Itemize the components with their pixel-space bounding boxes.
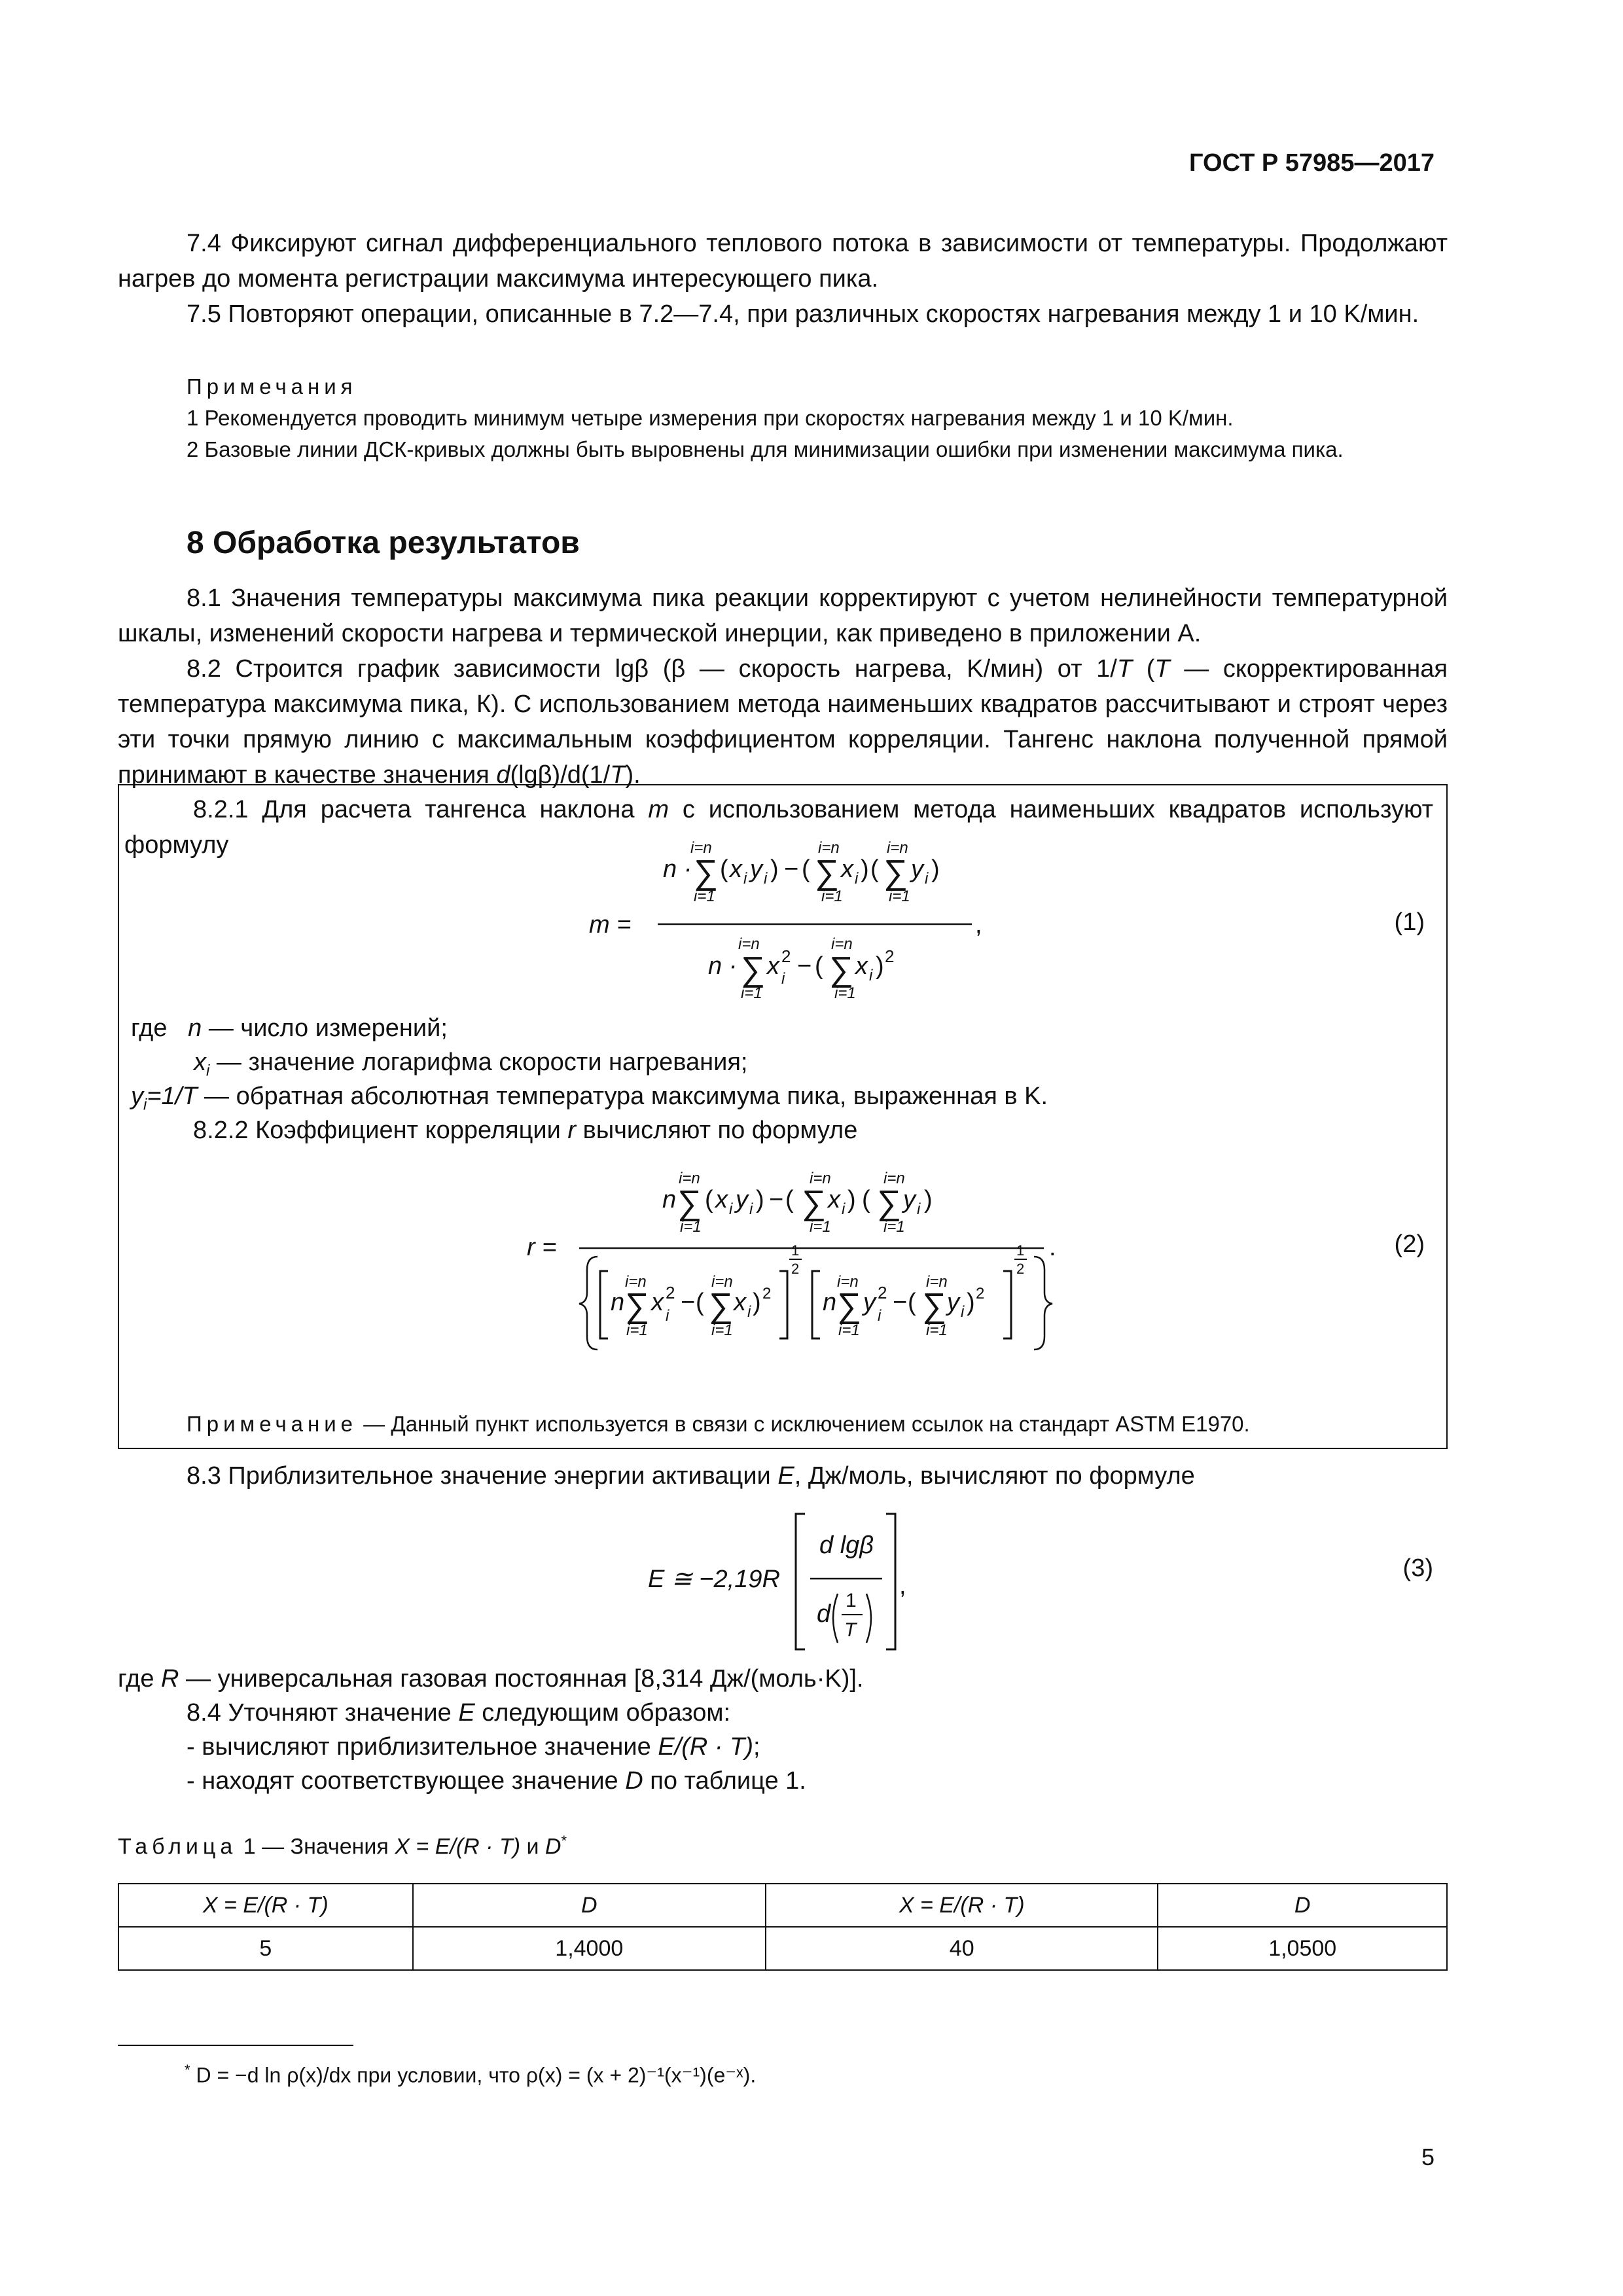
svg-text:i=n: i=n xyxy=(738,935,760,953)
svg-text:2: 2 xyxy=(1016,1261,1025,1277)
paragraph-8-4: 8.4 Уточняют значение E следующим образом: xyxy=(187,1699,731,1727)
svg-text:i=1: i=1 xyxy=(889,888,910,905)
svg-text:): ) xyxy=(770,855,779,883)
svg-text:(: ( xyxy=(870,855,879,883)
formula-activation-energy xyxy=(648,1502,923,1659)
svg-text:i: i xyxy=(855,870,859,888)
svg-text:i: i xyxy=(764,870,768,888)
svg-text:): ) xyxy=(967,1289,975,1316)
svg-text:∑: ∑ xyxy=(815,853,840,891)
list-item-1: - вычисляют приблизительное значение E/(R · T); xyxy=(187,1733,760,1761)
footnote: * D = −d ln ρ(x)/dx при условии, что ρ(x) = (x + 2)⁻¹(x⁻¹)(e⁻ˣ). xyxy=(185,2062,757,2087)
where-n: где n — число измерений; xyxy=(131,1014,448,1042)
svg-text:x: x xyxy=(841,855,853,883)
svg-text:(: ( xyxy=(862,1186,870,1213)
svg-text:i=1: i=1 xyxy=(834,984,856,1002)
svg-text:i=n: i=n xyxy=(883,1170,905,1187)
svg-text:i=1: i=1 xyxy=(821,888,843,905)
svg-text:(: ( xyxy=(908,1289,916,1316)
svg-text:i: i xyxy=(747,1303,751,1321)
svg-text:i=1: i=1 xyxy=(680,1218,702,1236)
svg-text:,: , xyxy=(975,911,982,939)
svg-text:x: x xyxy=(855,952,868,980)
svg-text:x: x xyxy=(767,952,779,980)
paragraph-8-2-1: 8.2.1 Для расчета тангенса наклона m с использованием метода наименьших квадратов используют формулу xyxy=(124,796,1434,859)
svg-text:i=n: i=n xyxy=(926,1273,948,1291)
header-x-2: X = E/(R · T) xyxy=(766,1884,1158,1927)
svg-text:T: T xyxy=(844,1619,857,1641)
svg-text:1: 1 xyxy=(846,1590,857,1611)
svg-text:x: x xyxy=(734,1289,746,1316)
svg-text:−: − xyxy=(797,952,812,980)
svg-text:x: x xyxy=(651,1289,664,1316)
svg-text:2: 2 xyxy=(666,1283,675,1302)
svg-text:y: y xyxy=(736,1186,748,1213)
svg-text:i: i xyxy=(878,1307,882,1325)
footnote-rule xyxy=(118,2045,353,2046)
svg-text:n ·: n · xyxy=(708,952,738,980)
paragraph-8-2: 8.2 Строится график зависимости lgβ (β — скорость нагрева, K/мин) от 1/T (T — скорректированная температура максимума пика, К). С использованием метода наименьших квадратов рассчитывают и строят через эти точки прямую линию с максимальным коэффициентом корреляции. Тангенс наклона полученной прямой принимают в качестве значения d(lgβ)/d(1/T). xyxy=(118,655,1448,789)
table-header-row xyxy=(118,1884,1447,1927)
formula-m-lhs: m = xyxy=(589,911,632,939)
paragraph-8-2-2: 8.2.2 Коэффициент корреляции r вычисляют по формуле xyxy=(193,1117,858,1144)
svg-text:i: i xyxy=(729,1200,733,1218)
formula-correlation-r xyxy=(527,1158,1077,1368)
note-2: 2 Базовые линии ДСК-кривых должны быть выровнены для минимизации ошибки при изменении максимума пика. xyxy=(187,437,1344,461)
svg-text:−: − xyxy=(681,1289,696,1316)
svg-text:i: i xyxy=(781,970,785,988)
where-y: $y_i=1/T$ — обратная абсолютная температура максимума пика, выраженная в K. xyxy=(131,1083,1048,1114)
equation-number-2: (2) xyxy=(1394,1230,1425,1258)
svg-text:i: i xyxy=(961,1303,965,1321)
svg-text:∑: ∑ xyxy=(829,950,854,988)
section-title: 8 Обработка результатов xyxy=(187,526,580,560)
svg-text:d lgβ: d lgβ xyxy=(819,1532,874,1559)
svg-text:1: 1 xyxy=(1016,1242,1025,1259)
svg-text:−: − xyxy=(769,1186,784,1213)
equation-number-3: (3) xyxy=(1402,1554,1433,1582)
svg-text:i: i xyxy=(743,870,747,888)
svg-text:i=1: i=1 xyxy=(694,888,715,905)
svg-text:2: 2 xyxy=(781,946,791,966)
svg-text:i=n: i=n xyxy=(690,841,712,857)
svg-text:E ≅ −2,19R: E ≅ −2,19R xyxy=(648,1566,780,1593)
svg-text:i=n: i=n xyxy=(625,1273,647,1291)
svg-text:∑: ∑ xyxy=(741,950,766,988)
svg-text:−: − xyxy=(893,1289,908,1316)
svg-text:(: ( xyxy=(785,1186,794,1213)
svg-text:(: ( xyxy=(696,1289,704,1316)
svg-text:(: ( xyxy=(815,952,823,980)
page-number: 5 xyxy=(1421,2144,1435,2170)
paragraph-8-3: 8.3 Приблизительное значение энергии активации E, Дж/моль, вычисляют по формуле xyxy=(187,1462,1195,1490)
svg-text:x: x xyxy=(730,855,742,883)
paragraph-8-1: 8.1 Значения температуры максимума пика реакции корректируют с учетом нелинейности температурной шкалы, изменений скорости нагрева и термической инерции, как приведено в приложении А. xyxy=(118,584,1448,647)
svg-text:i=n: i=n xyxy=(887,841,908,857)
note-1: 1 Рекомендуется проводить минимум четыре измерения при скоростях нагревания между 1 и 10 K/мин. xyxy=(187,406,1234,430)
svg-text:): ) xyxy=(756,1186,764,1213)
formula-n-dot: n · xyxy=(663,855,692,883)
svg-text:): ) xyxy=(847,1186,856,1213)
notes-label: Примечания xyxy=(187,374,357,399)
svg-text:i: i xyxy=(666,1307,669,1325)
svg-text:∑: ∑ xyxy=(709,1287,734,1325)
svg-text:2: 2 xyxy=(976,1285,985,1302)
svg-text:y: y xyxy=(863,1289,876,1316)
svg-text:i=1: i=1 xyxy=(810,1218,831,1236)
where-R: где R — универсальная газовая постоянная [8,314 Дж/(моль·K)]. xyxy=(118,1665,864,1693)
svg-text:d: d xyxy=(817,1600,831,1628)
svg-text:∑: ∑ xyxy=(837,1287,862,1325)
svg-text:y: y xyxy=(903,1186,916,1213)
svg-text:x: x xyxy=(828,1186,840,1213)
cell-x-1: 5 xyxy=(118,1927,413,1970)
svg-text:i=1: i=1 xyxy=(926,1321,948,1339)
svg-text:): ) xyxy=(753,1289,761,1316)
svg-text:): ) xyxy=(876,952,884,980)
paragraph-7-5: 7.5 Повторяют операции, описанные в 7.2—7.4, при различных скоростях нагревания между 1 и 10 K/мин. xyxy=(187,300,1419,328)
svg-text:): ) xyxy=(861,855,869,883)
svg-text:∑: ∑ xyxy=(877,1184,902,1222)
svg-text:y: y xyxy=(750,855,762,883)
header-d-2: D xyxy=(1158,1884,1447,1927)
table-row xyxy=(118,1927,1447,1970)
svg-text:i: i xyxy=(842,1200,846,1218)
svg-text:n: n xyxy=(823,1289,837,1316)
values-table xyxy=(118,1883,1448,1971)
svg-text:∑: ∑ xyxy=(625,1287,650,1325)
svg-text:2: 2 xyxy=(762,1285,772,1302)
svg-text:i=n: i=n xyxy=(837,1273,859,1291)
svg-text:−: − xyxy=(784,855,799,883)
cell-x-2: 40 xyxy=(766,1927,1158,1970)
svg-text:2: 2 xyxy=(885,946,895,966)
svg-text:,: , xyxy=(899,1572,906,1600)
svg-text:x: x xyxy=(715,1186,728,1213)
svg-text:y: y xyxy=(911,855,923,883)
svg-text:i=n: i=n xyxy=(810,1170,831,1187)
svg-text:n: n xyxy=(662,1186,677,1213)
svg-text:2: 2 xyxy=(878,1283,887,1302)
svg-text:(: ( xyxy=(802,855,810,883)
header-d-1: D xyxy=(413,1884,766,1927)
svg-text:i=n: i=n xyxy=(831,935,853,953)
where-x: $x_i$ — значение логарифма скорости нагревания; xyxy=(194,1049,748,1080)
svg-text:): ) xyxy=(924,1186,933,1213)
table-caption: Таблица 1 — Значения X = E/(R · T) и D* xyxy=(118,1833,567,1859)
svg-text:i=1: i=1 xyxy=(626,1321,648,1339)
svg-text:1: 1 xyxy=(791,1242,800,1259)
svg-text:i: i xyxy=(925,870,929,888)
svg-text:∑: ∑ xyxy=(677,1184,702,1222)
svg-text:i=n: i=n xyxy=(679,1170,700,1187)
svg-text:): ) xyxy=(931,855,940,883)
svg-text:i=1: i=1 xyxy=(838,1321,860,1339)
formula-slope-m xyxy=(589,841,995,1011)
svg-text:i=n: i=n xyxy=(711,1273,733,1291)
svg-text:i=1: i=1 xyxy=(711,1321,733,1339)
svg-text:r =: r = xyxy=(527,1234,557,1261)
svg-text:i=1: i=1 xyxy=(883,1218,905,1236)
svg-text:2: 2 xyxy=(791,1261,800,1277)
box-note: Примечание — Данный пункт используется в связи с исключением ссылок на стандарт ASTM E1970. xyxy=(187,1412,1250,1436)
cell-d-2: 1,0500 xyxy=(1158,1927,1447,1970)
cell-d-1: 1,4000 xyxy=(413,1927,766,1970)
list-item-2: - находят соответствующее значение D по таблице 1. xyxy=(187,1767,806,1795)
svg-text:i=1: i=1 xyxy=(741,984,762,1002)
header-x-1: X = E/(R · T) xyxy=(118,1884,413,1927)
svg-text:i: i xyxy=(917,1200,921,1218)
svg-text:∑: ∑ xyxy=(802,1184,827,1222)
svg-text:(: ( xyxy=(720,855,728,883)
equation-number-1: (1) xyxy=(1394,908,1425,936)
svg-text:∑: ∑ xyxy=(922,1287,947,1325)
svg-text:n: n xyxy=(611,1289,625,1316)
svg-text:i: i xyxy=(869,967,873,984)
svg-text:(: ( xyxy=(705,1186,713,1213)
paragraph-7-4: 7.4 Фиксируют сигнал дифференциального теплового потока в зависимости от температуры. Продолжают нагрев до момента регистрации максимума интересующего пика. xyxy=(118,230,1448,293)
svg-text:∑: ∑ xyxy=(694,853,719,891)
svg-text:∑: ∑ xyxy=(883,853,908,891)
svg-text:i: i xyxy=(749,1200,753,1218)
document-code: ГОСТ Р 57985—2017 xyxy=(1189,149,1435,177)
svg-text:i=n: i=n xyxy=(818,841,840,857)
svg-text:.: . xyxy=(1049,1234,1056,1261)
svg-text:y: y xyxy=(947,1289,959,1316)
